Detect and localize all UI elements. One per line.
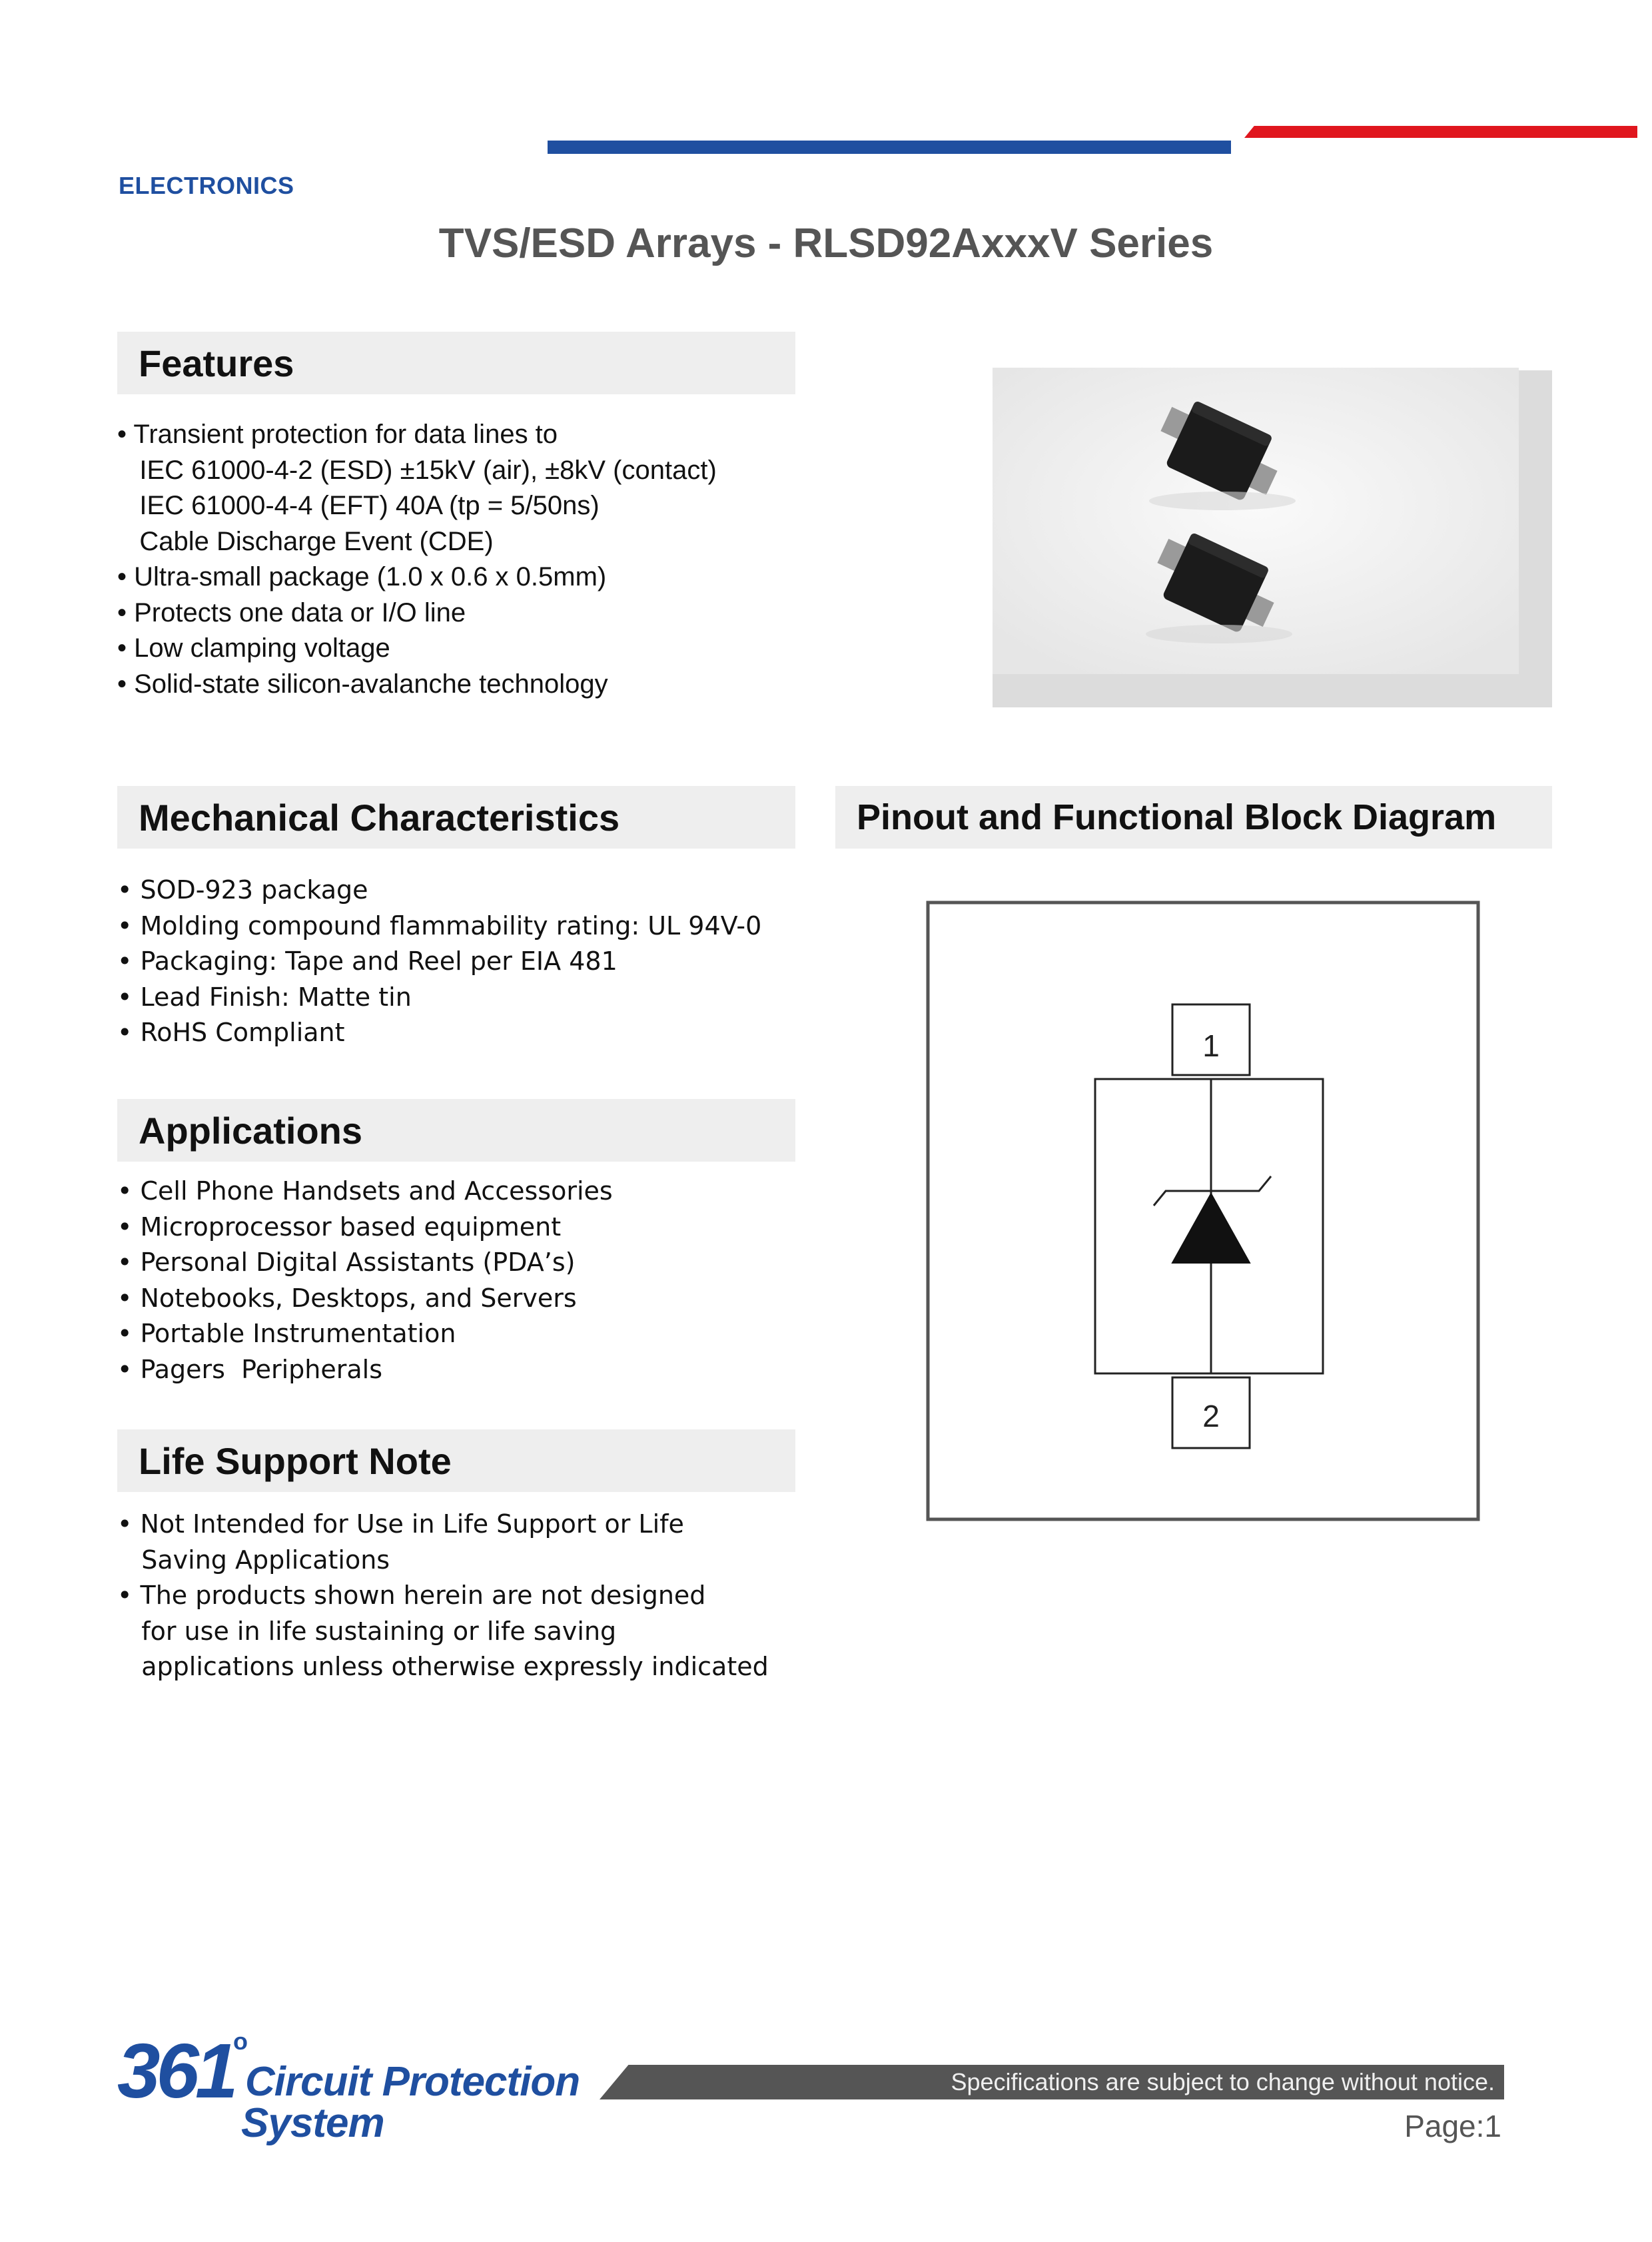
list-item: • Low clamping voltage [117,633,390,663]
list-item: • The products shown herein are not designed [117,1581,706,1610]
list-item: • RoHS Compliant [117,1018,345,1047]
list-item: • Packaging: Tape and Reel per EIA 481 [117,946,618,976]
sod923-packages-illustration [993,368,1519,674]
list-item: IEC 61000-4-2 (ESD) ±15kV (air), ±8kV (contact) [117,455,717,485]
pin-2-label: 2 [1202,1399,1220,1433]
footer-notice: Specifications are subject to change without notice. [951,2068,1495,2095]
pinout-diagram [926,901,1481,1523]
list-item: Saving Applications [117,1545,390,1575]
list-item: • Transient protection for data lines to [117,420,558,449]
list-item: • Pagers Peripherals [117,1354,383,1384]
list-item: • Microprocessor based equipment [117,1212,562,1242]
list-item: • Personal Digital Assistants (PDA’s) [117,1248,576,1277]
page-number: Page:1 [1404,2109,1501,2143]
list-item: • Lead Finish: Matte tin [117,982,412,1012]
product-photo [993,368,1519,674]
company-logo-line1: Circuit Protection [245,2059,580,2105]
life-support-list [117,1507,769,1685]
list-item: • Solid-state silicon-avalanche technology [117,669,608,699]
list-item: • Notebooks, Desktops, and Servers [117,1283,577,1313]
mechanical-list [117,873,761,1051]
list-item: • Protects one data or I/O line [117,597,466,627]
company-logo-number: 361 [117,2028,234,2114]
list-item: applications unless otherwise expressly indicated [117,1652,769,1681]
page-title: TVS/ESD Arrays - RLSD92AxxxV Series [438,220,1214,266]
list-item: • Not Intended for Use in Life Support or Life [117,1509,684,1539]
features-list [117,417,717,702]
applications-heading: Applications [117,1099,795,1162]
pinout-heading: Pinout and Functional Block Diagram [835,786,1552,849]
list-item: • Molding compound flammability rating: UL 94V-0 [117,911,762,940]
list-item: • Ultra-small package (1.0 x 0.6 x 0.5mm) [117,562,607,591]
logo-degree-mark: o [233,2028,248,2055]
list-item: • Cell Phone Handsets and Accessories [117,1176,613,1206]
company-logo-line2: System [241,2100,384,2146]
life-support-heading: Life Support Note [117,1429,795,1492]
brand-label: ELECTRONICS [119,172,294,199]
list-item: • Portable Instrumentation [117,1319,456,1348]
header-blue-bar [548,141,1231,154]
features-heading: Features [117,332,795,394]
pin-1-label: 1 [1202,1028,1220,1063]
list-item: • SOD-923 package [117,875,368,905]
list-item: IEC 61000-4-4 (EFT) 40A (tp = 5/50ns) [117,491,600,520]
list-item: Cable Discharge Event (CDE) [117,526,494,556]
header-red-bar [1244,126,1637,138]
list-item: for use in life sustaining or life saving [117,1616,617,1646]
applications-list [117,1174,613,1387]
mechanical-heading: Mechanical Characteristics [117,786,795,849]
